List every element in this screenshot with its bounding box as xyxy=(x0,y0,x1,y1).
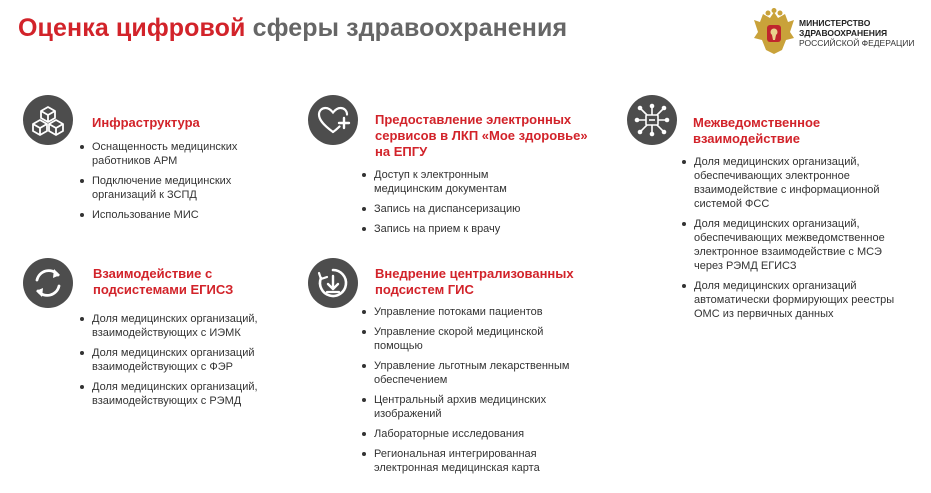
list-item: Лабораторные исследования xyxy=(360,427,600,441)
list-item: Управление льготным лекарственным обеспечением xyxy=(360,359,600,387)
sync-icon xyxy=(23,258,73,308)
list-item: Запись на прием к врачу xyxy=(360,222,580,236)
title-rest: сферы здравоохранения xyxy=(252,14,568,42)
coat-of-arms-icon xyxy=(752,8,796,56)
list-infrastructure xyxy=(78,140,278,228)
list-item: Доля медицинских организаций, взаимодействующих с РЭМД xyxy=(78,380,298,408)
list-egisz xyxy=(78,312,298,414)
logo-line-2: ЗДРАВООХРАНЕНИЯ xyxy=(799,28,888,38)
page-title xyxy=(18,14,567,43)
list-gis xyxy=(360,305,600,481)
network-icon xyxy=(627,95,677,145)
cubes-icon xyxy=(23,95,73,145)
section-title-infrastructure: Инфраструктура xyxy=(92,115,200,130)
list-item: Подключение медицинских организаций к ЗСПД xyxy=(78,174,278,202)
logo-line-3: РОССИЙСКОЙ ФЕДЕРАЦИИ xyxy=(799,38,915,48)
list-item: Управление потоками пациентов xyxy=(360,305,600,319)
list-e-services xyxy=(360,168,580,242)
list-item: Запись на диспансеризацию xyxy=(360,202,580,216)
section-title-interagency: Межведомственное взаимодействие xyxy=(693,115,821,146)
ministry-logo xyxy=(752,8,922,60)
title-accent: Оценка цифровой xyxy=(18,14,246,42)
list-interagency xyxy=(680,155,920,327)
heart-plus-icon xyxy=(308,95,358,145)
list-item: Использование МИС xyxy=(78,208,278,222)
list-item: Центральный архив медицинских изображений xyxy=(360,393,600,421)
section-title-e-services: Предоставление электронных сервисов в ЛКП «Мое здоровье» на ЕПГУ xyxy=(375,112,588,159)
list-item: Доля медицинских организаций, обеспечивающих электронное взаимодействие с информационной системой ФСС xyxy=(680,155,920,211)
section-title-egisz: Взаимодействие с подсистемами ЕГИСЗ xyxy=(93,266,234,297)
logo-line-1: МИНИСТЕРСТВО xyxy=(799,18,871,28)
list-item: Управление скорой медицинской помощью xyxy=(360,325,600,353)
list-item: Региональная интегрированная электронная медицинская карта xyxy=(360,447,600,475)
section-title-gis: Внедрение централизованных подсистем ГИС xyxy=(375,266,574,297)
list-item: Доля медицинских организаций автоматически формирующих реестры ОМС из первичных данных xyxy=(680,279,920,321)
list-item: Оснащенность медицинских работников АРМ xyxy=(78,140,278,168)
timer-download-icon xyxy=(308,258,358,308)
list-item: Доля медицинских организаций, обеспечивающих межведомственное электронное взаимодействие с МСЭ через РЭМД ЕГИСЗ xyxy=(680,217,920,273)
list-item: Доля медицинских организаций взаимодействующих с ФЭР xyxy=(78,346,298,374)
list-item: Доля медицинских организаций, взаимодействующих с ИЭМК xyxy=(78,312,298,340)
list-item: Доступ к электронным медицинским документам xyxy=(360,168,580,196)
